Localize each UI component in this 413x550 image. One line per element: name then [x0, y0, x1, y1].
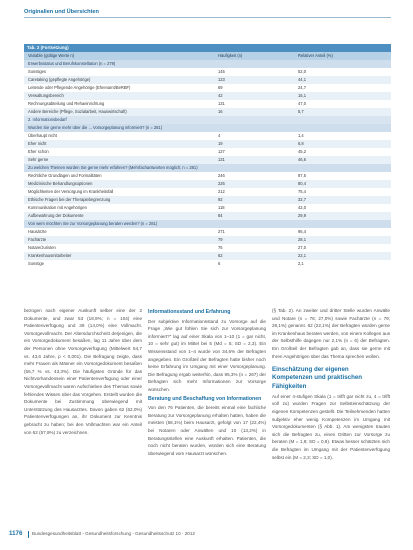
table-cell: 84	[218, 213, 223, 218]
table-row	[24, 204, 391, 212]
table-cell: 69	[218, 85, 223, 90]
table-cell: 32,7	[298, 197, 306, 202]
table-row	[24, 252, 391, 260]
table-cell: 29,9	[298, 213, 306, 218]
text-column-middle	[148, 307, 266, 457]
footer-divider	[28, 531, 29, 538]
table-row	[24, 68, 391, 76]
table-row	[24, 132, 391, 140]
table-body	[24, 60, 391, 268]
column-header: Variable (gültige Werte n)	[28, 53, 75, 58]
table-cell: 2. Informationsbedarf	[28, 117, 67, 122]
table-row	[24, 260, 391, 268]
table-cell: 6,8	[298, 141, 304, 146]
table-cell: Hausärzte	[28, 229, 47, 234]
table-cell: Sonstiges	[28, 69, 46, 74]
table-cell: 45,2	[298, 149, 306, 154]
table-cell: 16	[218, 109, 223, 114]
table-cell: 123	[218, 77, 225, 82]
table-cell: 80,4	[298, 181, 306, 186]
table-cell: Krankenhausmitarbeiter	[28, 253, 72, 258]
page-number: 1176	[9, 530, 23, 537]
table-cell: Verwaltungsbereich	[28, 93, 64, 98]
table-cell: Sonstige	[28, 261, 44, 266]
section-label: Originalien und Übersichten	[24, 9, 99, 15]
table-subheader	[24, 116, 391, 124]
table-row	[24, 212, 391, 220]
table-cell: Erwerbsstatus und Berufskonstellation (n = 279)	[28, 61, 116, 66]
table-row	[24, 188, 391, 196]
table-cell: 271	[218, 229, 225, 234]
table-cell: Kommunikation mit Angehörigen	[28, 205, 87, 210]
table-row	[24, 100, 391, 108]
table-cell: Eher nicht	[28, 141, 47, 146]
table-subheader	[24, 164, 391, 172]
table-cell: 118	[218, 205, 225, 210]
paragraph: bezogen nach eigener Auskunft selber eine der 2 Dokumente, und zwar 53 (18,9%; n = 104) eine Patientenverfügung und 39 (14,0%) eine Vollmacht. Vorsorgevollmacht. Der Altersdurchschnitt derjenigen, die ein Vorsorgedokument besaßen, lag 11 Jahre über dem der Personen ohne Vorsorgeverfügung (Mittelwert 54,7 vs. 43,6 Jahre, p < 0,001). Die Befragung zeigte, dass mehr Frauen als Männer ein Vorsorgedokument besaßen (56,7 % vs. 43,3%). Die häufigsten Gründe für das Nichtvorhandensein einer Patientenverfügung oder einer Vorsorgevollmacht waren Aufschieben des Themas sowie fehlendes Wissen über das Vorgehen. Erstellt wurden die Dokumente bei Zustimmung überwiegend mit Unterstützung des Hausarztes. Davon gaben 62 (62,0%) Patientenverfügungen an, ihr Dokument zur Kenntnis gebracht zu haben; bei den Vollmachten war ein Anteil von 62 (57,9%) zu verzeichnen.	[24, 308, 142, 435]
section-heading: Beratung und Beschaffung von Informationen	[148, 395, 262, 402]
section-heading: Informationsstand und Erfahrung	[148, 309, 231, 315]
table-cell: 19	[218, 141, 223, 146]
table-cell: 47,0	[298, 101, 306, 106]
table-cell: Eher schon	[28, 149, 49, 154]
paragraph: Von den 76 Patienten, die bereits einmal eine fachliche Beratung zur Vorsorgeplanung erhalten hatten, haben die meisten (58,1%) beim Hausarzt, gefolgt von 17 (22,4%) bei Notaren oder Anwälten und 10 (13,2%) in Beratungsstellen eine Auskunft erhalten. Patienten, die noch nicht beraten wurden, würden sich eine Beratung überwiegend vom Hausarzt wünschen.	[148, 405, 266, 456]
table-cell: 96,4	[298, 229, 306, 234]
table-cell: Andere Bereiche (Pflege, Sozialarbeit, Hauswirtschaft)	[28, 109, 127, 114]
table-cell: 5,7	[298, 109, 304, 114]
table-cell: Ethische Fragen bei der Therapiebegrenzung	[28, 197, 111, 202]
table-cell: Rechtliche Grundlagen und Formalitäten	[28, 173, 102, 178]
table-cell: 22,1	[298, 253, 306, 258]
table-row	[24, 108, 391, 116]
table-row	[24, 84, 391, 92]
table-cell: Sehr gerne	[28, 157, 49, 162]
table-cell: Wurden Sie gerne mehr über die ... Vorsorgeplanung informiert? (n = 281)	[28, 125, 163, 130]
table-cell: 92	[218, 197, 223, 202]
table-cell: 1,4	[298, 133, 304, 138]
table-cell: Zu welchen Themen würden Sie gerne mehr erfahren? (Mehrfachantworten möglich; n = 281)	[28, 165, 198, 170]
table-cell: 62	[218, 253, 223, 258]
table-row	[24, 228, 391, 236]
table-row	[24, 236, 391, 244]
table-cell: 46,6	[298, 157, 306, 162]
page-footer	[0, 530, 413, 540]
table-cell: 6	[218, 261, 221, 266]
table-cell: 24,7	[298, 85, 306, 90]
table-cell: Leitende oder Pflegende Angehörige (Ehrenamt/BeRBF)	[28, 85, 131, 90]
table-cell: 42	[218, 93, 223, 98]
table-cell: Caretaking (gepflegte Angehörige)	[28, 77, 91, 82]
table-cell: Rechnungsabteilung und Rehaeinrichtung	[28, 101, 105, 106]
paragraph: Der subjektive Informationsstand zu Vorsorge auf die Frage „Wie gut fühlen Sie sich zur Vorsorgeplanung informiert?“ lag auf einer Skala von 1–10 (1 = gar nicht, 10 = sehr gut) im Mittel bei 5 (Md = 5; SD = 2,3). Ein Wissensstand von 1–4 wurde von 34,6% der Befragten angegeben. Ein Großteil der Befragten hatte bisher noch keine Erfahrung im Umgang mit einer Vorsorgeplanung. Die Befragung ergab weiterhin, dass 95,3% (n = 267) der Befragten sich mehr Informationen zur Vorsorge wünschen.	[148, 318, 266, 392]
paragraph: (§ Tab. 2). An zweiter und dritter Stelle wurden Anwälte und Notare (n = 76; 27,0%) sowie Fachärzte (n = 79; 28,1%) genannt. 62 (22,1%) der Befragten würden gerne im Krankenhaus beraten werden, von einem Kollegen aus der Selbsthilfe dagegen nur 2,1% (n = 6) der Befragten. Ein Großteil der Befragten gab an, dass sie gerne mit Ihren Angehörigen über das Thema sprechen wollen.	[272, 308, 390, 359]
table-cell: Möglichkeiten der Versorgung im Krankheitsfall	[28, 189, 114, 194]
section-heading: Einschätzung der eigenen Kompetenzen und praktischen Fähigkeiten	[272, 366, 363, 390]
journal-citation: Bundesgesundheitsblatt - Gesundheitsforschung - Gesundheitsschutz 10 · 2012	[32, 531, 195, 536]
table-cell: Aufbewahrung der Dokumente	[28, 213, 84, 218]
table-cell: 27,0	[298, 245, 306, 250]
table-cell: 52,0	[298, 69, 306, 74]
table-cell: 44,1	[298, 77, 306, 82]
table-cell: Notare/Juristen	[28, 245, 56, 250]
table-cell: 127	[218, 149, 225, 154]
table-row	[24, 92, 391, 100]
table-cell: 28,1	[298, 237, 306, 242]
body-text	[24, 307, 391, 517]
table-cell: 76	[218, 245, 223, 250]
paragraph: Auf einer 4-stufigen Skala (1 = trifft gar nicht zu, 4 = trifft voll zu) wurden Fragen zur Selbsteinschätzung der eigenen Kompetenzen gestellt. Die Teilnehmenden hatten subjektiv eher wenig Kompetenzen im Umgang mit Vorsorgedokumenten (§ Abb. 1). Am wenigsten trauten sich die Befragten zu, einen Dritten zur Vorsorge zu beraten (M = 1,9; SD = 0,9). Etwas besser schätzten sich die Befragten im Umgang mit der Patientenverfügung selbst ein (M = 2,3; SD = 1,0).	[272, 393, 390, 460]
table-row	[24, 148, 391, 156]
table-row	[24, 244, 391, 252]
table-cell: 2,1	[298, 261, 304, 266]
top-bar	[0, 0, 413, 9]
table-cell: 131	[218, 101, 225, 106]
table-cell: 145	[218, 69, 225, 74]
table-row	[24, 156, 391, 164]
column-header: Relativer Anteil (%)	[298, 53, 333, 58]
table-cell: Von wem möchten Sie zur Vorsorgeplanung beraten werden? (n = 281)	[28, 221, 158, 226]
table-row	[24, 172, 391, 180]
data-table	[24, 44, 391, 268]
table-cell: 42,0	[298, 205, 306, 210]
table-cell: 87,5	[298, 173, 306, 178]
table-cell: 4	[218, 133, 221, 138]
table-row	[24, 196, 391, 204]
table-cell: 79	[218, 237, 223, 242]
table-cell: 131	[218, 157, 225, 162]
table-cell: Fachärzte	[28, 237, 47, 242]
table-subheader	[24, 124, 391, 132]
table-cell: 75,4	[298, 189, 306, 194]
table-cell: Überhaupt nicht	[28, 133, 57, 138]
table-cell: Medizinische Behandlungsoptionen	[28, 181, 93, 186]
column-header: Häufigkeit (n)	[218, 53, 243, 58]
table-cell: 246	[218, 173, 225, 178]
table-cell: 226	[218, 181, 225, 186]
table-subheader	[24, 220, 391, 228]
table-row	[24, 76, 391, 84]
text-column-right	[272, 307, 390, 461]
table-cell: 15,1	[298, 93, 306, 98]
text-column-left	[24, 307, 142, 436]
table-header	[24, 52, 391, 60]
table-row	[24, 140, 391, 148]
table-cell: 212	[218, 189, 225, 194]
section-rule	[24, 17, 391, 18]
table-title: Tab. 2 (Fortsetzung)	[24, 44, 391, 52]
table-row	[24, 180, 391, 188]
table-subheader	[24, 60, 391, 68]
